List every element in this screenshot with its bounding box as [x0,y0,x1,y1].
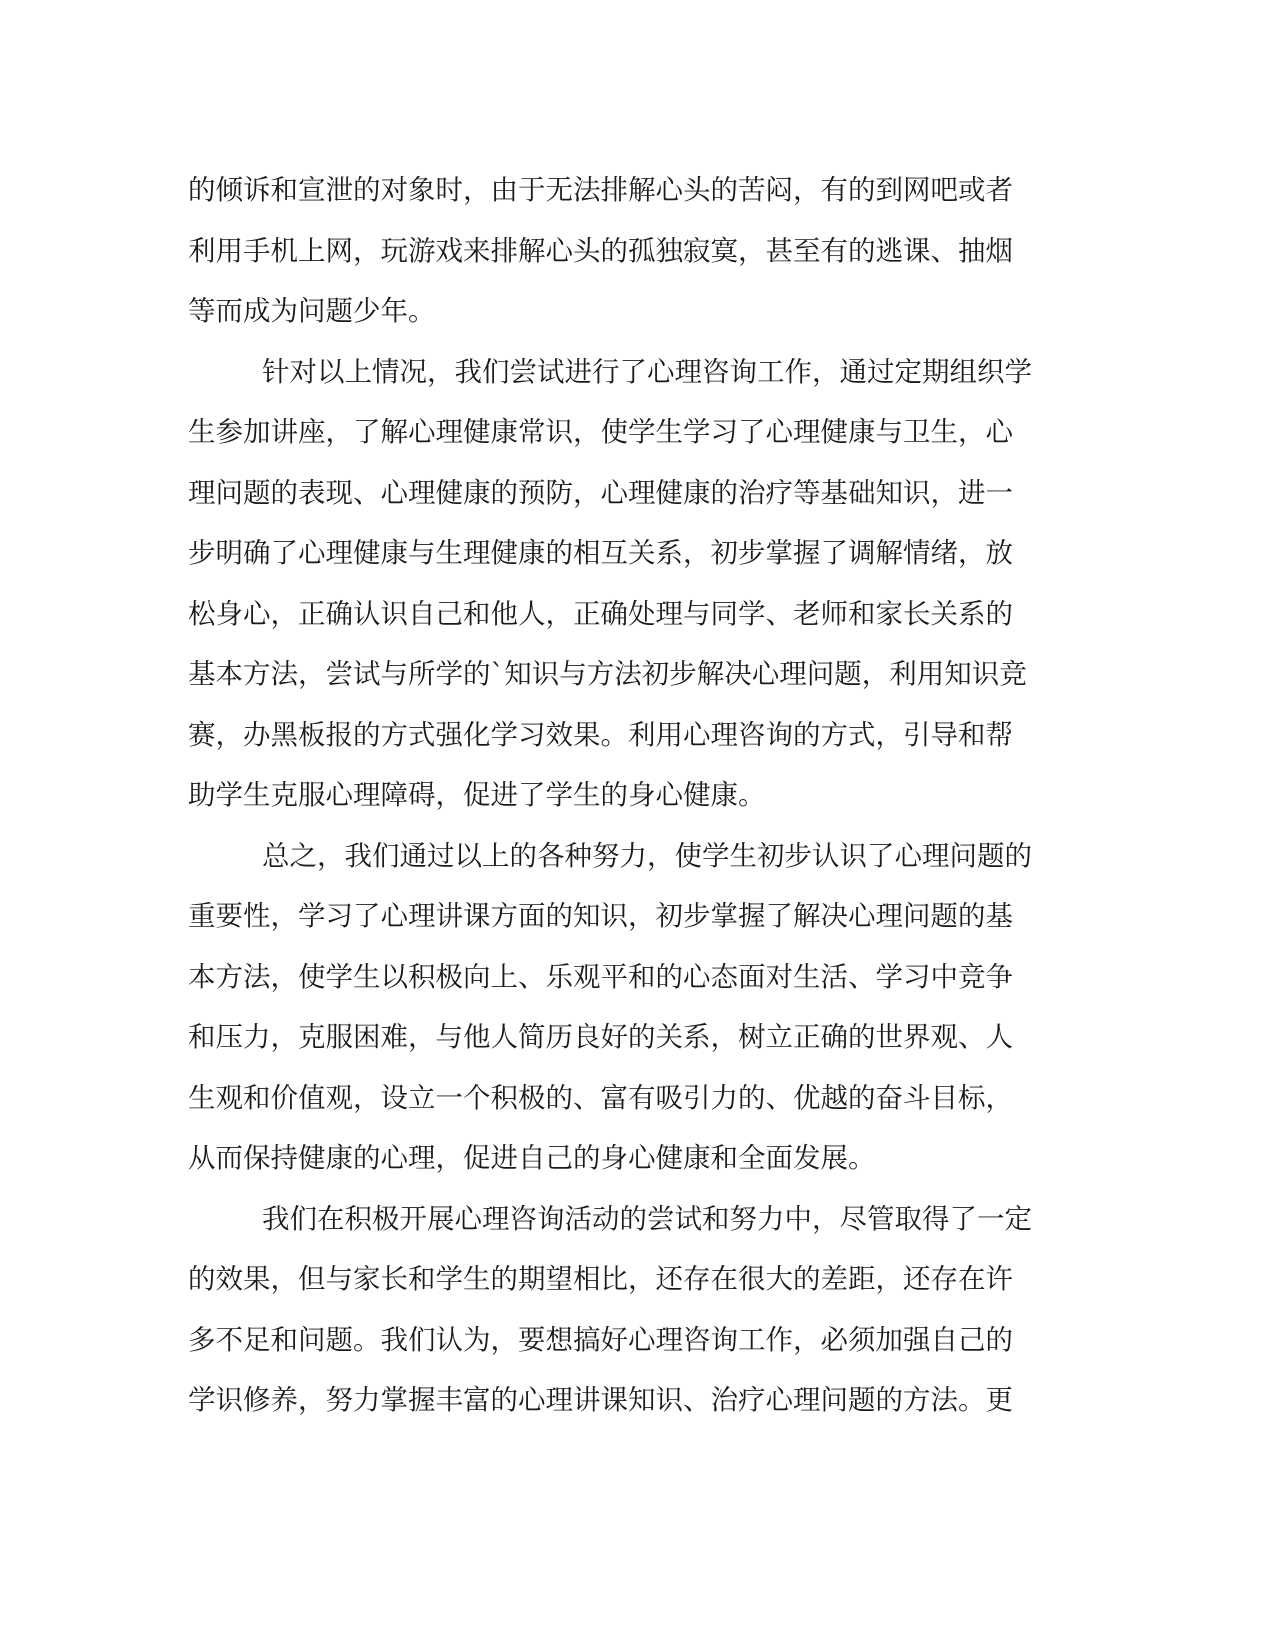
paragraph-1 [188,160,1078,342]
text-line: 等而成为问题少年。 [188,295,436,327]
text-line: 的效果，但与家长和学生的期望相比，还存在很大的差距，还存在许 [188,1263,1013,1295]
text-line: 助学生克服心理障碍，促进了学生的身心健康。 [188,779,766,811]
text-line: 利用手机上网，玩游戏来排解心头的孤独寂寞，甚至有的逃课、抽烟 [188,234,1013,267]
paragraph-2 [188,342,1078,826]
paragraph-3 [188,826,1078,1189]
text-line: 松身心，正确认识自己和他人，正确处理与同学、老师和家长关系的 [188,597,1013,630]
text-line: 总之，我们通过以上的各种努力，使学生初步认识了心理问题的 [262,839,1032,872]
text-line: 我们在积极开展心理咨询活动的尝试和努力中，尽管取得了一定 [262,1202,1032,1235]
text-line: 针对以上情况，我们尝试进行了心理咨询工作，通过定期组织学 [262,355,1032,388]
text-line: 本方法，使学生以积极向上、乐观平和的心态面对生活、学习中竞争 [188,960,1013,993]
text-line: 多不足和问题。我们认为，要想搞好心理咨询工作，必须加强自己的 [188,1323,1013,1356]
paragraph-4 [188,1189,1078,1431]
text-line: 重要性，学习了心理讲课方面的知识，初步掌握了解决心理问题的基 [188,900,1013,932]
text-line: 学识修养，努力掌握丰富的心理讲课知识、治疗心理问题的方法。更 [188,1384,1013,1416]
text-line: 步明确了心理健康与生理健康的相互关系，初步掌握了调解情绪，放 [188,537,1013,569]
text-line: 生参加讲座，了解心理健康常识，使学生学习了心理健康与卫生，心 [188,416,1013,448]
text-line: 的倾诉和宣泄的对象时，由于无法排解心头的苦闷，有的到网吧或者 [188,174,1013,206]
text-line: 和压力，克服困难，与他人简历良好的关系，树立正确的世界观、人 [188,1021,1013,1053]
text-line: 基本方法，尝试与所学的`知识与方法初步解决心理问题，利用知识竞 [188,658,1027,690]
text-line: 赛，办黑板报的方式强化学习效果。利用心理咨询的方式，引导和帮 [188,718,1013,751]
text-line: 从而保持健康的心理，促进自己的身心健康和全面发展。 [188,1142,876,1174]
body-text [188,160,1078,1431]
text-line: 生观和价值观，设立一个积极的、富有吸引力的、优越的奋斗目标， [188,1081,1013,1114]
text-line: 理问题的表现、心理健康的预防，心理健康的治疗等基础知识，进一 [188,476,1013,509]
